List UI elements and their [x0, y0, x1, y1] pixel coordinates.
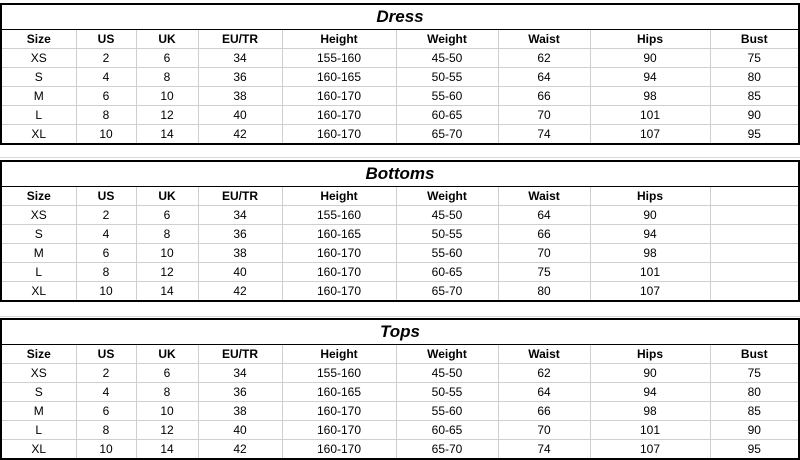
- tops-table-cell: 160-170: [282, 402, 396, 421]
- dress-table-cell: 60-65: [396, 106, 498, 125]
- bottoms-table-cell: 160-170: [282, 244, 396, 263]
- tops-table-cell: 4: [76, 383, 136, 402]
- tops-table-cell: 42: [198, 440, 282, 459]
- tops-table-row: [2, 421, 798, 440]
- tops-table-cell: 160-170: [282, 440, 396, 459]
- tops-table-cell: 94: [590, 383, 710, 402]
- bottoms-table-cell: 90: [590, 206, 710, 225]
- bottoms-table-cell: 8: [76, 263, 136, 282]
- tops-header-row: [2, 345, 798, 364]
- dress-column-header: Hips: [590, 30, 710, 49]
- bottoms-table-cell: 2: [76, 206, 136, 225]
- bottoms-table-cell: [710, 206, 798, 225]
- tops-table-cell: 90: [590, 364, 710, 383]
- bottoms-table-cell: XL: [2, 282, 76, 301]
- dress-table-cell: 55-60: [396, 87, 498, 106]
- bottoms-column-header: UK: [136, 187, 198, 206]
- dress-table-cell: 62: [498, 49, 590, 68]
- tops-table-cell: 66: [498, 402, 590, 421]
- bottoms-table-cell: 50-55: [396, 225, 498, 244]
- dress-column-header: UK: [136, 30, 198, 49]
- tops-table-cell: S: [2, 383, 76, 402]
- bottoms-table-cell: L: [2, 263, 76, 282]
- bottoms-column-header: Size: [26, 189, 51, 203]
- tops-table-row: [2, 364, 798, 383]
- tops-table-cell: L: [2, 421, 76, 440]
- bottoms-table-cell: 65-70: [396, 282, 498, 301]
- dress-table-cell: L: [2, 106, 76, 125]
- bottoms-table: [2, 187, 798, 300]
- dress-table-cell: 95: [710, 125, 798, 144]
- tops-table-cell: 10: [136, 402, 198, 421]
- tops-table-cell: 98: [590, 402, 710, 421]
- bottoms-column-header: Hips: [590, 187, 710, 206]
- dress-column-header: Bust: [710, 30, 798, 49]
- dress-table: [2, 30, 798, 143]
- bottoms-table-cell: [710, 263, 798, 282]
- bottoms-table-cell: 80: [498, 282, 590, 301]
- dress-table-row: [2, 125, 798, 144]
- tops-table-cell: 75: [710, 364, 798, 383]
- bottoms-table-cell: 60-65: [396, 263, 498, 282]
- tops-table-cell: 34: [198, 364, 282, 383]
- tops-table-row: [2, 440, 798, 459]
- tops-table-cell: 95: [710, 440, 798, 459]
- dress-table-cell: 94: [590, 68, 710, 87]
- tops-size-table: [0, 318, 800, 460]
- tops-table-cell: 45-50: [396, 364, 498, 383]
- bottoms-table-cell: 94: [590, 225, 710, 244]
- dress-table-cell: 42: [198, 125, 282, 144]
- dress-table-cell: 90: [710, 106, 798, 125]
- bottoms-table-cell: S: [2, 225, 76, 244]
- dress-header-row: [2, 30, 798, 49]
- tops-table-cell: 40: [198, 421, 282, 440]
- tops-title: Tops: [2, 320, 798, 345]
- tops-column-header: EU/TR: [198, 345, 282, 364]
- bottoms-table-cell: 55-60: [396, 244, 498, 263]
- dress-column-header: Weight: [396, 30, 498, 49]
- dress-table-cell: 64: [498, 68, 590, 87]
- dress-table-cell: 160-170: [282, 106, 396, 125]
- bottoms-table-cell: 75: [498, 263, 590, 282]
- tops-column-header: Hips: [590, 345, 710, 364]
- tops-table-cell: 155-160: [282, 364, 396, 383]
- tops-column-header: UK: [136, 345, 198, 364]
- dress-table-cell: 12: [136, 106, 198, 125]
- bottoms-table-cell: 8: [136, 225, 198, 244]
- bottoms-table-cell: 66: [498, 225, 590, 244]
- tops-table-cell: 80: [710, 383, 798, 402]
- dress-table-cell: 2: [76, 49, 136, 68]
- dress-table-cell: 40: [198, 106, 282, 125]
- bottoms-column-header: EU/TR: [198, 187, 282, 206]
- dress-table-cell: M: [2, 87, 76, 106]
- tops-table-cell: 8: [76, 421, 136, 440]
- dress-table-cell: 4: [76, 68, 136, 87]
- tops-table-cell: 2: [76, 364, 136, 383]
- bottoms-title: Bottoms: [2, 162, 798, 187]
- dress-table-cell: 8: [136, 68, 198, 87]
- dress-table-cell: 74: [498, 125, 590, 144]
- bottoms-table-cell: 36: [198, 225, 282, 244]
- dress-table-cell: 36: [198, 68, 282, 87]
- tops-table-cell: 107: [590, 440, 710, 459]
- bottoms-table-cell: 6: [136, 206, 198, 225]
- dress-table-cell: XS: [2, 49, 76, 68]
- dress-table-cell: 45-50: [396, 49, 498, 68]
- dress-table-cell: 14: [136, 125, 198, 144]
- tops-column-header: Height: [282, 345, 396, 364]
- tops-table-cell: 60-65: [396, 421, 498, 440]
- tops-table-cell: 85: [710, 402, 798, 421]
- dress-table-cell: 90: [590, 49, 710, 68]
- bottoms-table-cell: 160-165: [282, 225, 396, 244]
- dress-table-cell: 66: [498, 87, 590, 106]
- tops-table-cell: 8: [136, 383, 198, 402]
- bottoms-table-cell: 42: [198, 282, 282, 301]
- dress-table-cell: 6: [76, 87, 136, 106]
- bottoms-table-cell: 160-170: [282, 282, 396, 301]
- dress-table-cell: 160-170: [282, 125, 396, 144]
- bottoms-table-cell: 160-170: [282, 263, 396, 282]
- dress-table-cell: S: [2, 68, 76, 87]
- tops-column-header: Weight: [396, 345, 498, 364]
- tops-table: [2, 345, 798, 458]
- tops-table-cell: 160-165: [282, 383, 396, 402]
- dress-table-cell: 10: [76, 125, 136, 144]
- dress-table-cell: 107: [590, 125, 710, 144]
- tops-table-cell: XS: [2, 364, 76, 383]
- tops-table-cell: 14: [136, 440, 198, 459]
- bottoms-table-row: [2, 206, 798, 225]
- bottoms-table-cell: 10: [136, 244, 198, 263]
- tops-table-cell: 38: [198, 402, 282, 421]
- dress-table-cell: 38: [198, 87, 282, 106]
- bottoms-table-row: [2, 244, 798, 263]
- tops-table-cell: XL: [2, 440, 76, 459]
- dress-table-cell: 10: [136, 87, 198, 106]
- dress-table-row: [2, 87, 798, 106]
- bottoms-table-cell: 101: [590, 263, 710, 282]
- bottoms-table-cell: 6: [76, 244, 136, 263]
- tops-column-header: Waist: [498, 345, 590, 364]
- bottoms-column-header: Waist: [498, 187, 590, 206]
- bottoms-table-cell: 14: [136, 282, 198, 301]
- bottoms-table-cell: 98: [590, 244, 710, 263]
- tops-table-cell: 74: [498, 440, 590, 459]
- tops-table-cell: 36: [198, 383, 282, 402]
- gridline-gap: [0, 300, 800, 317]
- dress-table-cell: XL: [2, 125, 76, 144]
- bottoms-column-header: [710, 187, 798, 206]
- dress-table-cell: 160-165: [282, 68, 396, 87]
- dress-table-cell: 8: [76, 106, 136, 125]
- bottoms-table-row: [2, 263, 798, 282]
- dress-table-cell: 34: [198, 49, 282, 68]
- bottoms-table-cell: 45-50: [396, 206, 498, 225]
- bottoms-table-row: [2, 225, 798, 244]
- dress-table-cell: 98: [590, 87, 710, 106]
- tops-column-header: US: [76, 345, 136, 364]
- dress-column-header: Waist: [498, 30, 590, 49]
- dress-table-cell: 6: [136, 49, 198, 68]
- tops-table-row: [2, 402, 798, 421]
- bottoms-table-cell: [710, 244, 798, 263]
- bottoms-table-cell: 40: [198, 263, 282, 282]
- dress-table-row: [2, 106, 798, 125]
- tops-table-cell: 64: [498, 383, 590, 402]
- bottoms-table-cell: 64: [498, 206, 590, 225]
- dress-table-cell: 75: [710, 49, 798, 68]
- bottoms-table-cell: 107: [590, 282, 710, 301]
- bottoms-header-row: [2, 187, 798, 206]
- dress-size-table: [0, 3, 800, 145]
- bottoms-table-cell: [710, 225, 798, 244]
- bottoms-size-table: [0, 160, 800, 302]
- dress-table-cell: 70: [498, 106, 590, 125]
- tops-table-cell: 101: [590, 421, 710, 440]
- tops-table-cell: 55-60: [396, 402, 498, 421]
- bottoms-table-row: [2, 282, 798, 301]
- dress-column-header: Size: [26, 32, 51, 46]
- dress-table-cell: 155-160: [282, 49, 396, 68]
- bottoms-table-cell: 70: [498, 244, 590, 263]
- dress-table-row: [2, 68, 798, 87]
- tops-table-cell: 6: [76, 402, 136, 421]
- tops-table-row: [2, 383, 798, 402]
- tops-table-cell: 12: [136, 421, 198, 440]
- tops-column-header: Size: [26, 347, 51, 361]
- dress-column-header: EU/TR: [198, 30, 282, 49]
- dress-table-cell: 65-70: [396, 125, 498, 144]
- dress-table-cell: 101: [590, 106, 710, 125]
- tops-table-cell: 70: [498, 421, 590, 440]
- gridline-gap: [0, 143, 800, 158]
- dress-column-header: US: [76, 30, 136, 49]
- dress-table-cell: 85: [710, 87, 798, 106]
- bottoms-column-header: US: [76, 187, 136, 206]
- tops-table-cell: 65-70: [396, 440, 498, 459]
- bottoms-table-cell: 38: [198, 244, 282, 263]
- dress-table-row: [2, 49, 798, 68]
- tops-column-header: Bust: [710, 345, 798, 364]
- bottoms-table-cell: 12: [136, 263, 198, 282]
- dress-table-cell: 50-55: [396, 68, 498, 87]
- tops-table-cell: M: [2, 402, 76, 421]
- bottoms-table-cell: 34: [198, 206, 282, 225]
- bottoms-table-cell: 4: [76, 225, 136, 244]
- bottoms-table-cell: 10: [76, 282, 136, 301]
- tops-table-cell: 62: [498, 364, 590, 383]
- dress-column-header: Height: [282, 30, 396, 49]
- bottoms-column-header: Weight: [396, 187, 498, 206]
- bottoms-table-cell: [710, 282, 798, 301]
- bottoms-column-header: Height: [282, 187, 396, 206]
- dress-table-cell: 80: [710, 68, 798, 87]
- bottoms-table-cell: 155-160: [282, 206, 396, 225]
- bottoms-table-cell: XS: [2, 206, 76, 225]
- tops-table-cell: 50-55: [396, 383, 498, 402]
- bottoms-table-cell: M: [2, 244, 76, 263]
- tops-table-cell: 160-170: [282, 421, 396, 440]
- tops-table-cell: 90: [710, 421, 798, 440]
- dress-table-cell: 160-170: [282, 87, 396, 106]
- tops-table-cell: 6: [136, 364, 198, 383]
- dress-title: Dress: [2, 5, 798, 30]
- tops-table-cell: 10: [76, 440, 136, 459]
